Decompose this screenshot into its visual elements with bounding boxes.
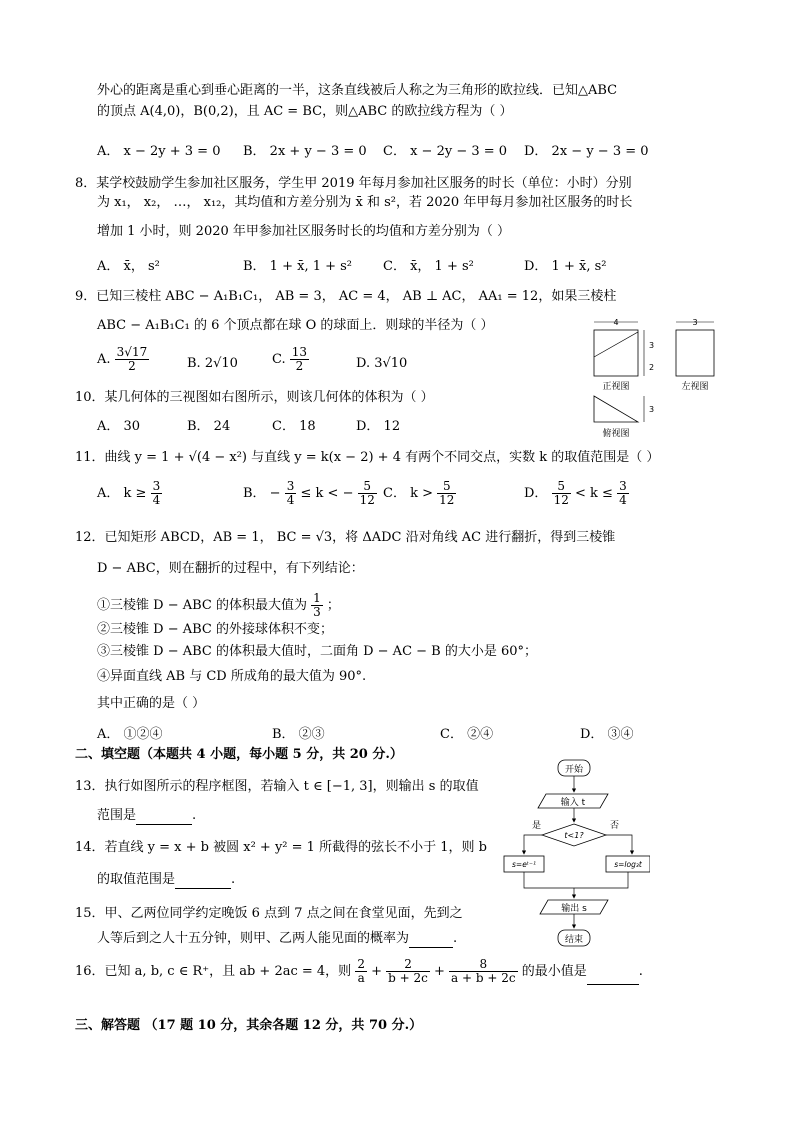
q14-answer-blank [175, 874, 231, 889]
q14-line2-end: . [231, 872, 236, 887]
section-2-title: 二、填空题（本题共 4 小题，每小题 5 分，共 20 分.） [75, 747, 403, 762]
q16-fraction-3 [449, 958, 518, 985]
q9-line2: ABC − A₁B₁C₁ 的 6 个顶点都在球 O 的球面上．则球的半径为（ ） [97, 318, 494, 333]
q12-s1-fraction [311, 592, 323, 619]
q8-option-d: D． 1 + x̄, s² [524, 259, 607, 274]
q16-f3-num: 8 [449, 958, 518, 972]
q12-line1: 12．已知矩形 ABCD，AB = 1， BC = √3，将 ΔADC 沿对角线 AC 进行翻折，得到三棱锥 [75, 530, 616, 545]
flow-no-label: 否 [610, 821, 620, 831]
q12-option-c: C． ②④ [440, 727, 494, 742]
q9-c-den: 2 [295, 359, 304, 373]
q16-f2-num: 2 [386, 958, 430, 972]
q11-b-num2: 5 [358, 480, 377, 494]
q14-line2-text: 的取值范围是 [97, 872, 176, 887]
q7-line2: 的顶点 A(4,0)，B(0,2)，且 AC = BC，则△ABC 的欧拉线方程为（ ） [97, 104, 513, 119]
side-top-dim: 3 [692, 318, 698, 327]
q9-option-b: B. 2√10 [187, 356, 238, 371]
side-view [676, 318, 714, 392]
q12-prompt: 其中正确的是（ ） [97, 696, 206, 711]
q13-line2-end: . [192, 808, 197, 823]
q7-line1: 外心的距离是重心到垂心距离的一半，这条直线被后人称之为三角形的欧拉线．已知△ABC [97, 83, 618, 98]
q12-option-b: B． ②③ [272, 727, 325, 742]
side-view-label: 左视图 [681, 382, 709, 392]
q9-option-c-fraction [290, 346, 309, 373]
q9-option-c [272, 346, 309, 373]
top-right-dim: 3 [649, 405, 655, 414]
q11-option-c [383, 480, 456, 507]
q16-f1-num: 2 [357, 957, 365, 971]
q8-option-b: B． 1 + x̄, 1 + s² [243, 259, 353, 274]
flow-start-label: 开始 [564, 765, 584, 775]
q15-line2 [97, 930, 457, 948]
flow-decision-label: t<1? [564, 831, 584, 840]
q9-option-d: D. 3√10 [356, 356, 408, 371]
q12-statement-4: ④异面直线 AB 与 CD 所成角的最大值为 90°. [97, 669, 367, 684]
q9-a-num: 3√17 [116, 345, 148, 359]
q11-c-pre: C． k > [383, 486, 433, 501]
front-view [594, 318, 654, 392]
q7-option-d: D． 2x − y − 3 = 0 [524, 144, 649, 159]
q11-line1: 11．曲线 y = 1 + √(4 − x²) 与直线 y = k(x − 2) + 4 有两个不同交点，实数 k 的取值范围是（ ） [75, 450, 660, 465]
q13-line2-text: 范围是 [97, 808, 137, 823]
q10-option-b: B． 24 [187, 419, 231, 434]
q13-line1: 13．执行如图所示的程序框图，若输入 t ∈ [−1, 3]，则输出 s 的取值 [75, 779, 479, 794]
q16-pre: 16．已知 a, b, c ∈ R⁺，且 ab + 2ac = 4，则 [75, 964, 352, 979]
q9-option-a [97, 346, 149, 373]
q16-fraction-2 [386, 958, 430, 985]
q13-answer-blank [136, 810, 192, 825]
q16-f3-den: a + b + 2c [451, 971, 516, 985]
q11-b-pre: B． − [243, 486, 281, 501]
q16-f2-den: b + 2c [388, 971, 428, 985]
q11-a-num: 3 [152, 479, 161, 493]
q11-d-num2: 3 [619, 479, 627, 493]
q11-d-den2: 4 [619, 493, 627, 507]
q11-d-pre: D． [524, 486, 548, 501]
q8-line1: 8．某学校鼓励学生参加社区服务，学生甲 2019 年每月参加社区服务的时长（单位：小时）分别 [75, 176, 632, 191]
q12-s1-pre: ①三棱锥 D − ABC 的体积最大值为 [97, 598, 307, 613]
q9-line1: 9．已知三棱柱 ABC − A₁B₁C₁， AB = 3， AC = 4， AB ⊥ AC， AA₁ = 12，如果三棱柱 [75, 289, 617, 304]
q11-d-fraction-1 [552, 480, 571, 507]
three-view-figure [588, 318, 728, 444]
q9-c-num: 13 [291, 345, 308, 359]
q12-statement-2: ②三棱锥 D − ABC 的外接球体积不变； [97, 622, 333, 637]
q12-statement-3: ③三棱锥 D − ABC 的体积最大值时，二面角 D − AC − B 的大小是 60°； [97, 644, 538, 659]
flow-output-label: 输出 s [561, 904, 587, 914]
q11-c-den: 12 [439, 493, 455, 507]
q16-end: . [638, 964, 643, 979]
front-view-label: 正视图 [602, 382, 630, 392]
q16-line: 16．已知 a, b, c ∈ R⁺，且 ab + 2ac = 4，则 $\frac{2}{a}$ + $\frac{2}{b + 2c}$ + $\frac{8}{a + b + 2c}$ 的最小值是 . [75, 957, 643, 985]
q11-b-fraction-2 [358, 480, 377, 507]
q8-option-a: A． x̄， s² [97, 259, 160, 274]
q11-c-num: 5 [437, 480, 456, 494]
flow-right-process-label: s=log₃t [614, 860, 642, 869]
q8-option-c: C． x̄， 1 + s² [383, 259, 474, 274]
q10-option-c: C． 18 [272, 419, 316, 434]
q11-d-fraction-2 [617, 480, 629, 507]
q9-option-a-label: A. [97, 352, 111, 367]
q14-line2 [97, 871, 235, 889]
q11-option-b [243, 480, 377, 507]
q11-b-mid: ≤ k < − [300, 486, 354, 501]
q11-d-mid: < k ≤ [575, 486, 613, 501]
q16-answer-blank [587, 970, 639, 985]
front-right-dim-bottom: 2 [649, 363, 655, 372]
q12-s1-post: ； [326, 598, 340, 613]
q10-option-d: D． 12 [356, 419, 401, 434]
q12-statement-1 [97, 592, 340, 619]
q15-line2-text: 人等后到之人十五分钟，则甲、乙两人能见面的概率为 [97, 931, 410, 946]
q7-option-c: C． x − 2y − 3 = 0 [383, 144, 508, 159]
flow-end-label: 结束 [564, 935, 584, 945]
q16-f1-den: a [357, 971, 365, 985]
q12-s1-den: 3 [313, 605, 321, 619]
front-top-dim: 4 [613, 318, 619, 327]
q15-line1: 15．甲、乙两位同学约定晚饭 6 点到 7 点之间在食堂见面，先到之 [75, 906, 463, 921]
q11-option-d [524, 480, 629, 507]
q10-line1: 10．某几何体的三视图如右图所示，则该几何体的体积为（ ） [75, 390, 434, 405]
top-view [594, 396, 654, 439]
section-3-title: 三、解答题 （17 题 10 分，其余各题 12 分，共 70 分.） [75, 1018, 423, 1033]
q11-a-fraction [151, 480, 163, 507]
q11-d-num1: 5 [552, 480, 571, 494]
front-right-dim-top: 3 [649, 341, 655, 350]
q9-a-den: 2 [128, 359, 136, 373]
q15-answer-blank [409, 933, 453, 948]
q15-line2-end: . [453, 931, 458, 946]
q16-post: 的最小值是 [521, 964, 587, 979]
q12-option-d: D． ③④ [580, 727, 634, 742]
q8-line2: 为 x₁， x₂， …， x₁₂，其均值和方差分别为 x̄ 和 s²，若 2020 年甲每月参加社区服务的时长 [97, 195, 633, 210]
q11-b-den1: 4 [286, 493, 295, 507]
flow-input-label: 输入 t [560, 798, 586, 808]
q14-line1: 14．若直线 y = x + b 被圆 x² + y² = 1 所截得的弦长不小于 1，则 b [75, 840, 487, 855]
q11-b-num1: 3 [286, 479, 295, 493]
top-view-label: 俯视图 [602, 429, 630, 439]
q7-option-b: B． 2x + y − 3 = 0 [243, 144, 367, 159]
q9-option-a-fraction [115, 346, 150, 373]
flow-yes-label: 是 [532, 821, 542, 831]
q11-b-den2: 12 [359, 493, 375, 507]
q7-option-a: A． x − 2y + 3 = 0 [97, 144, 221, 159]
q11-option-a [97, 480, 162, 507]
q11-b-fraction-1 [285, 480, 297, 507]
q13-line2 [97, 807, 196, 825]
q12-line2: D − ABC，则在翻折的过程中，有下列结论： [97, 561, 364, 576]
q11-c-fraction [437, 480, 456, 507]
q12-option-a: A． ①②④ [97, 727, 163, 742]
q16-fraction-1 [355, 958, 367, 985]
q11-a-pre: A． k ≥ [97, 486, 147, 501]
flowchart-figure [500, 756, 650, 952]
q10-option-a: A． 30 [97, 419, 141, 434]
flow-left-process-label: s=eᵗ⁻¹ [512, 860, 536, 869]
q8-line3: 增加 1 小时，则 2020 年甲参加社区服务时长的均值和方差分别为（ ） [97, 224, 511, 239]
q11-d-den1: 12 [553, 493, 569, 507]
q9-option-c-label: C. [272, 352, 286, 367]
q12-s1-num: 1 [313, 591, 321, 605]
q11-a-den: 4 [152, 493, 161, 507]
